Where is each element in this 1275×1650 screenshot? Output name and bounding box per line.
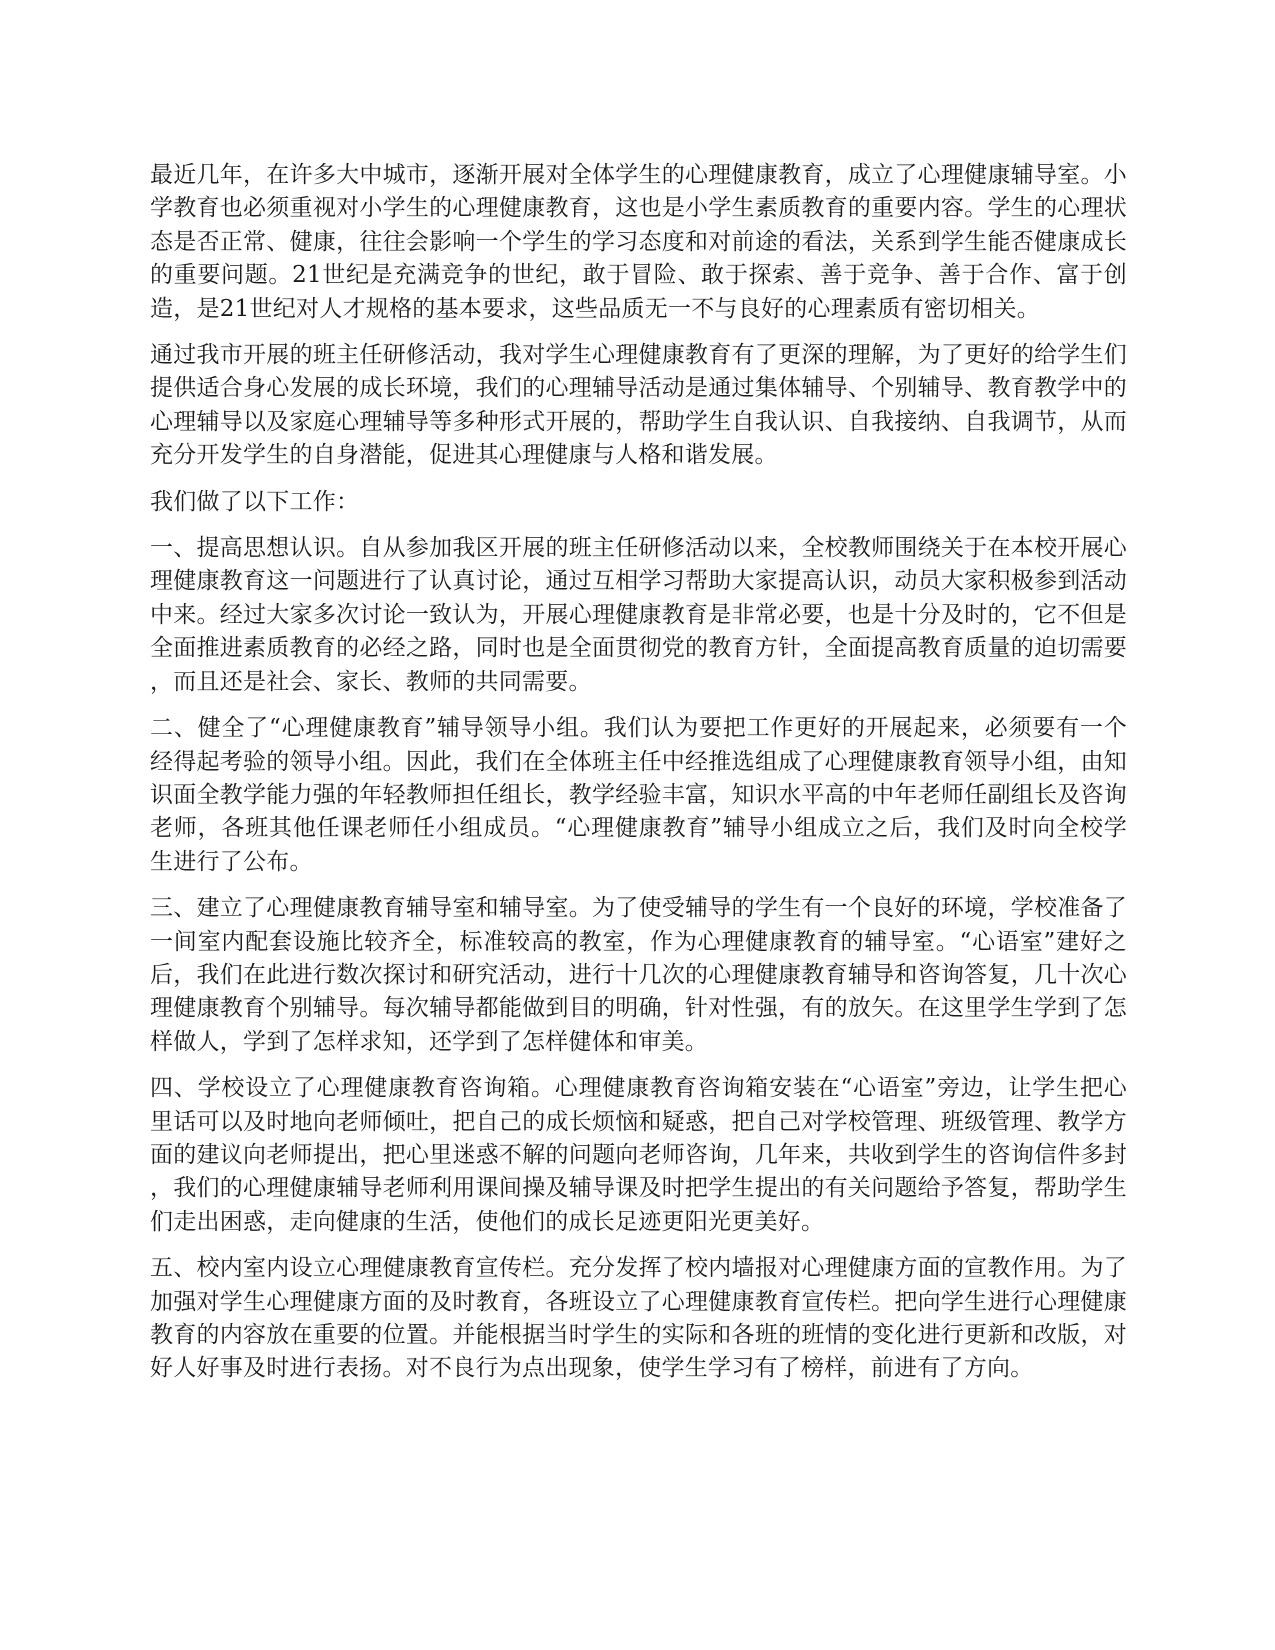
paragraph-work-summary-heading: 我们做了以下工作：	[150, 488, 360, 515]
paragraph-item-4: 四、学校设立了心理健康教育咨询箱。心理健康教育咨询箱安装在“心语室”旁边，让学生把心里话可以及时地向老师倾吐，把自己的成长烦恼和疑惑，把自己对学校管理、班级管理、教学方面的建议向老师提出，把心里迷惑不解的问题向老师咨询，几年来，共收到学生的咨询信件多封，我们的心理健康辅导老师利用课间操及辅导课及时把学生提出的有关问题给予答复，帮助学生们走出困惑，走向健康的生活，使他们的成长足迹更阳光更美好。	[150, 1075, 1127, 1235]
paragraph-item-5: 五、校内室内设立心理健康教育宣传栏。充分发挥了校内墙报对心理健康方面的宣教作用。为了加强对学生心理健康方面的及时教育，各班设立了心理健康教育宣传栏。把向学生进行心理健康教育的内容放在重要的位置。并能根据当时学生的实际和各班的班情的变化进行更新和改版，对好人好事及时进行表扬。对不良行为点出现象，使学生学习有了榜样，前进有了方向。	[150, 1255, 1127, 1382]
document-body	[150, 159, 1127, 1399]
paragraph-training-activity: 通过我市开展的班主任研修活动，我对学生心理健康教育有了更深的理解，为了更好的给学生们提供适合身心发展的成长环境，我们的心理辅导活动是通过集体辅导、个别辅导、教育教学中的心理辅导以及家庭心理辅导等多种形式开展的，帮助学生自我认识、自我接纳、自我调节，从而充分开发学生的自身潜能，促进其心理健康与人格和谐发展。	[150, 342, 1127, 469]
paragraph-item-1: 一、提高思想认识。自从参加我区开展的班主任研修活动以来，全校教师围绕关于在本校开展心理健康教育这一问题进行了认真讨论，通过互相学习帮助大家提高认识，动员大家积极参到活动中来。经过大家多次讨论一致认为，开展心理健康教育是非常必要，也是十分及时的，它不但是全面推进素质教育的必经之路，同时也是全面贯彻党的教育方针，全面提高教育质量的迫切需要，而且还是社会、家长、教师的共同需要。	[150, 535, 1127, 695]
paragraph-item-2: 二、健全了“心理健康教育”辅导领导小组。我们认为要把工作更好的开展起来，必须要有一个经得起考验的领导小组。因此，我们在全体班主任中经推选组成了心理健康教育领导小组，由知识面全教学能力强的年轻教师担任组长，教学经验丰富，知识水平高的中年老师任副组长及咨询老师，各班其他任课老师任小组成员。“心理健康教育”辅导小组成立之后，我们及时向全校学生进行了公布。	[150, 715, 1127, 875]
paragraph-item-3: 三、建立了心理健康教育辅导室和辅导室。为了使受辅导的学生有一个良好的环境，学校准备了一间室内配套设施比较齐全，标准较高的教室，作为心理健康教育的辅导室。“心语室”建好之后，我们在此进行数次探讨和研究活动，进行十几次的心理健康教育辅导和咨询答复，几十次心理健康教育个别辅导。每次辅导都能做到目的明确，针对性强，有的放矢。在这里学生学到了怎样做人，学到了怎样求知，还学到了怎样健体和审美。	[150, 895, 1127, 1055]
paragraph-intro: 最近几年，在许多大中城市，逐渐开展对全体学生的心理健康教育，成立了心理健康辅导室。小学教育也必须重视对小学生的心理健康教育，这也是小学生素质教育的重要内容。学生的心理状态是否正常、健康，往往会影响一个学生的学习态度和对前途的看法，关系到学生能否健康成长的重要问题。21世纪是充满竞争的世纪，敢于冒险、敢于探索、善于竞争、善于合作、富于创造，是21世纪对人才规格的基本要求，这些品质无一不与良好的心理素质有密切相关。	[150, 162, 1127, 322]
